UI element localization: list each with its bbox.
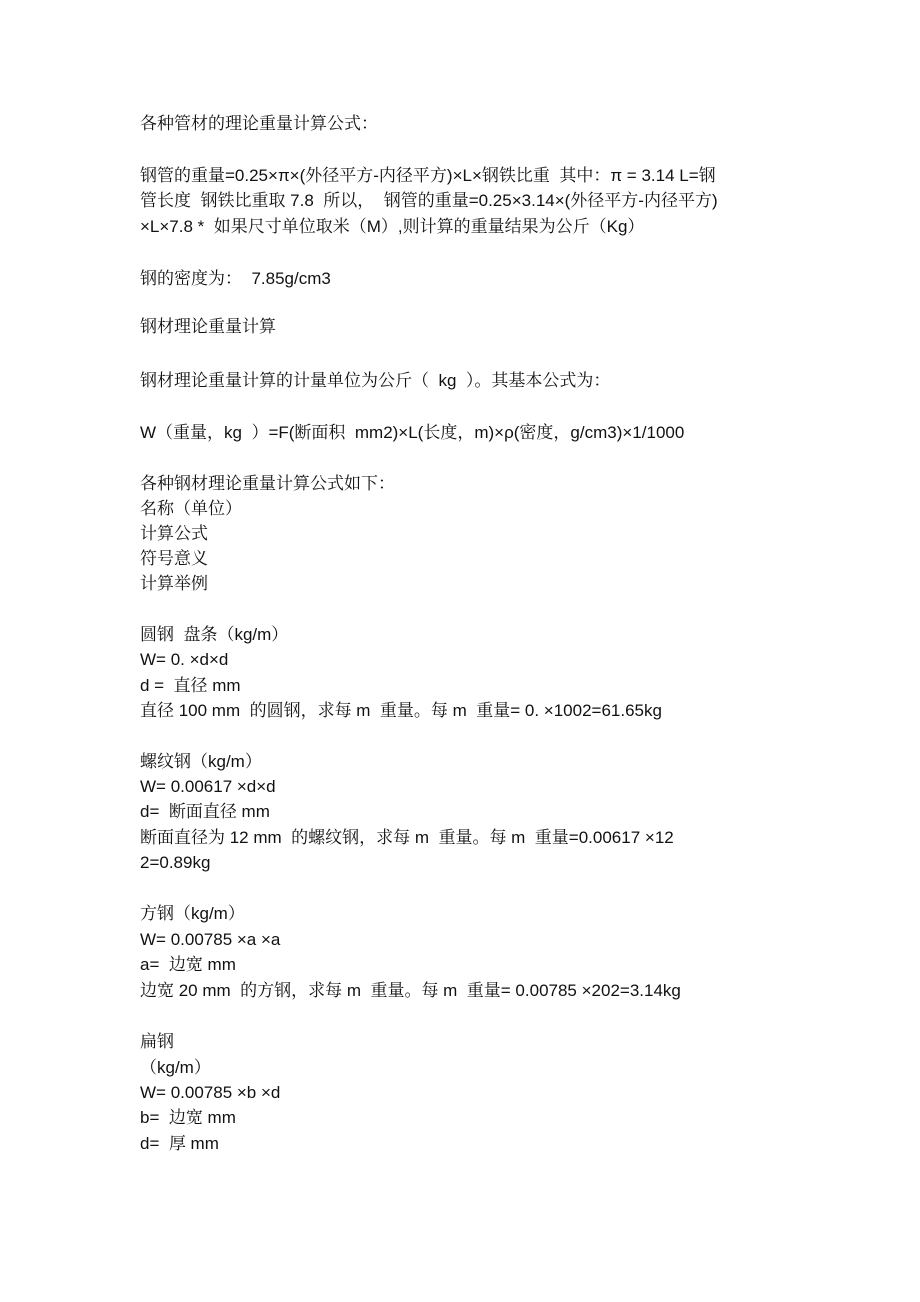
text-line: 钢材理论重量计算: [140, 317, 276, 336]
text-line: 各种钢材理论重量计算公式如下：: [140, 474, 395, 493]
text-line: W= 0.00617 ×d×d: [140, 777, 276, 796]
text-line: 钢材理论重量计算的计量单位为公斤（ kg ）。其基本公式为：: [140, 371, 611, 390]
text-line: 螺纹钢（kg/m）: [140, 752, 262, 771]
text-line: 边宽 20 mm 的方钢，求每 m 重量。每 m 重量= 0.00785 ×202=3.14kg: [140, 981, 681, 1000]
text-line: W= 0. ×d×d: [140, 650, 229, 669]
text-line: 直径 100 mm 的圆钢，求每 m 重量。每 m 重量= 0. ×1002=61.65kg: [140, 701, 662, 720]
text-line: W= 0.00785 ×a ×a: [140, 930, 281, 949]
text-line: b= 边宽 mm: [140, 1108, 236, 1127]
text-line: 钢的密度为： 7.85g/cm3: [140, 269, 331, 288]
text-line: d= 厚 mm: [140, 1134, 219, 1153]
text-line: 管长度 钢铁比重取 7.8 所以， 钢管的重量=0.25×3.14×(外径平方-内径平方): [140, 191, 718, 210]
text-line: d= 断面直径 mm: [140, 802, 270, 821]
text-line: a= 边宽 mm: [140, 955, 236, 974]
text-line: （kg/m）: [140, 1058, 211, 1077]
text-line: 符号意义: [140, 549, 208, 568]
text-line: d = 直径 mm: [140, 676, 241, 695]
text-line: 2=0.89kg: [140, 853, 211, 872]
text-line: W（重量，kg ）=F(断面积 mm2)×L(长度，m)×ρ(密度，g/cm3)×1/1000: [140, 423, 685, 442]
text-line: 各种管材的理论重量计算公式：: [140, 114, 378, 133]
text-line: 计算举例: [140, 574, 208, 593]
text-line: 计算公式: [140, 524, 208, 543]
text-line: ×L×7.8 * 如果尺寸单位取米（M）,则计算的重量结果为公斤（Kg）: [140, 217, 645, 236]
text-line: 圆钢 盘条（kg/m）: [140, 625, 289, 644]
text-line: 扁钢: [140, 1032, 174, 1051]
text-line: 钢管的重量=0.25×π×(外径平方-内径平方)×L×钢铁比重 其中：π = 3.14 L=钢: [140, 166, 716, 185]
text-line: 名称（单位）: [140, 499, 242, 518]
text-line: 方钢（kg/m）: [140, 904, 245, 923]
text-line: 断面直径为 12 mm 的螺纹钢，求每 m 重量。每 m 重量=0.00617 ×12: [140, 828, 674, 847]
text-line: W= 0.00785 ×b ×d: [140, 1083, 281, 1102]
